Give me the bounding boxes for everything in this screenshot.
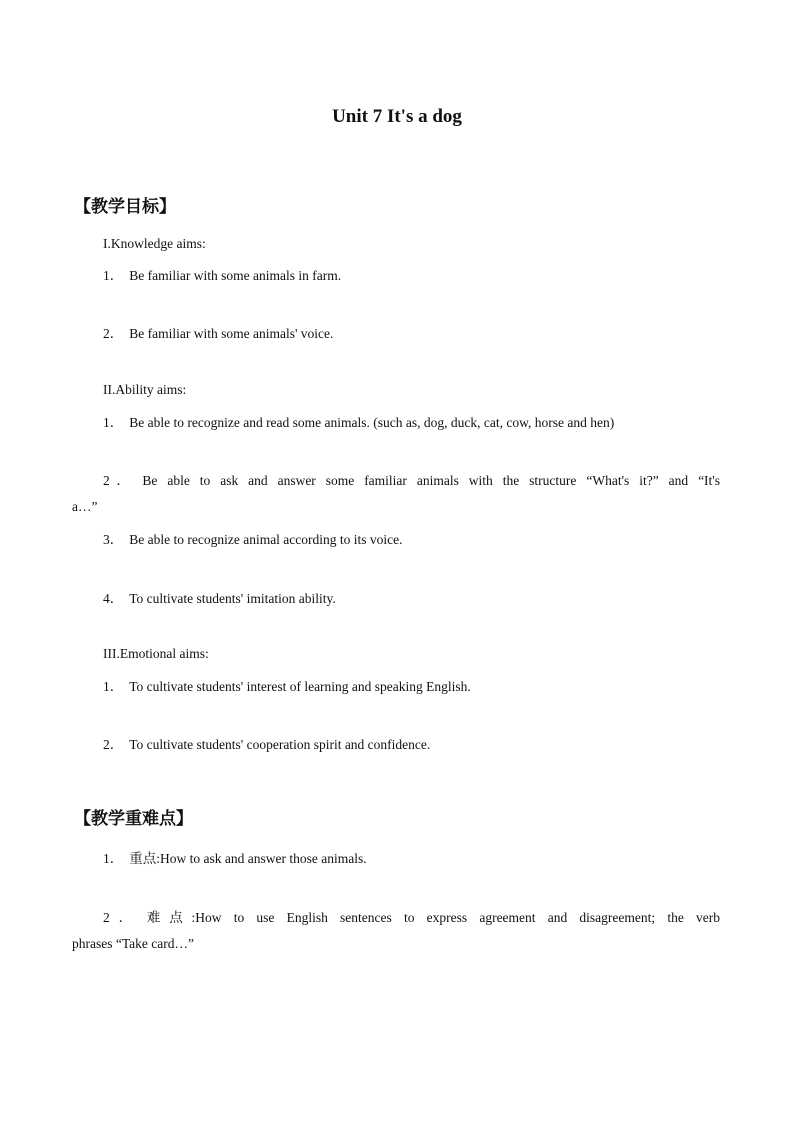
item-text: To cultivate students' interest of learning and speaking English. bbox=[129, 679, 471, 694]
knowledge-item-2 bbox=[103, 322, 333, 342]
knowledge-item-1 bbox=[103, 264, 341, 284]
emotional-item-1 bbox=[103, 675, 471, 695]
item-text: Be able to recognize and read some animals. (such as, dog, duck, cat, cow, horse and hen) bbox=[129, 415, 615, 430]
item-number: 4． bbox=[103, 591, 124, 606]
key-point-item-2-continuation: phrases “Take card…” bbox=[72, 936, 194, 951]
emotional-item-2 bbox=[103, 733, 430, 753]
item-number: 1． bbox=[103, 851, 124, 866]
item-text: 难点:How to use English sentences to express agreement and disagreement; the verb bbox=[146, 910, 720, 925]
ability-aims-heading: II.Ability aims: bbox=[103, 382, 187, 397]
section-heading-key-points: 【教学重难点】 bbox=[74, 809, 193, 829]
section-heading-teaching-goals: 【教学目标】 bbox=[74, 197, 176, 217]
key-point-item-2 bbox=[103, 906, 720, 926]
item-number: 1． bbox=[103, 268, 124, 283]
item-text: Be familiar with some animals in farm. bbox=[129, 268, 342, 283]
item-number: 2． bbox=[103, 473, 137, 488]
ability-item-4 bbox=[103, 587, 336, 607]
knowledge-aims-heading: I.Knowledge aims: bbox=[103, 236, 206, 251]
ability-item-2-continuation: a…” bbox=[72, 499, 98, 514]
item-text: To cultivate students' imitation ability. bbox=[129, 591, 336, 606]
item-text: Be able to ask and answer some familiar animals with the structure “What's it?” and “It's bbox=[142, 473, 720, 488]
item-number: 2． bbox=[103, 737, 124, 752]
item-number: 3． bbox=[103, 532, 124, 547]
key-point-item-1 bbox=[103, 847, 367, 867]
item-text: 重点:How to ask and answer those animals. bbox=[129, 851, 367, 866]
item-text: Be familiar with some animals' voice. bbox=[129, 326, 334, 341]
item-number: 1． bbox=[103, 415, 124, 430]
item-number: 2． bbox=[103, 910, 141, 925]
item-text: To cultivate students' cooperation spirit and confidence. bbox=[129, 737, 431, 752]
ability-item-3 bbox=[103, 528, 403, 548]
item-number: 1． bbox=[103, 679, 124, 694]
item-number: 2． bbox=[103, 326, 124, 341]
ability-item-1 bbox=[103, 411, 614, 431]
item-text: Be able to recognize animal according to its voice. bbox=[129, 532, 403, 547]
ability-item-2 bbox=[103, 469, 720, 489]
page-title: Unit 7 It's a dog bbox=[332, 106, 462, 127]
emotional-aims-heading: III.Emotional aims: bbox=[103, 646, 209, 661]
